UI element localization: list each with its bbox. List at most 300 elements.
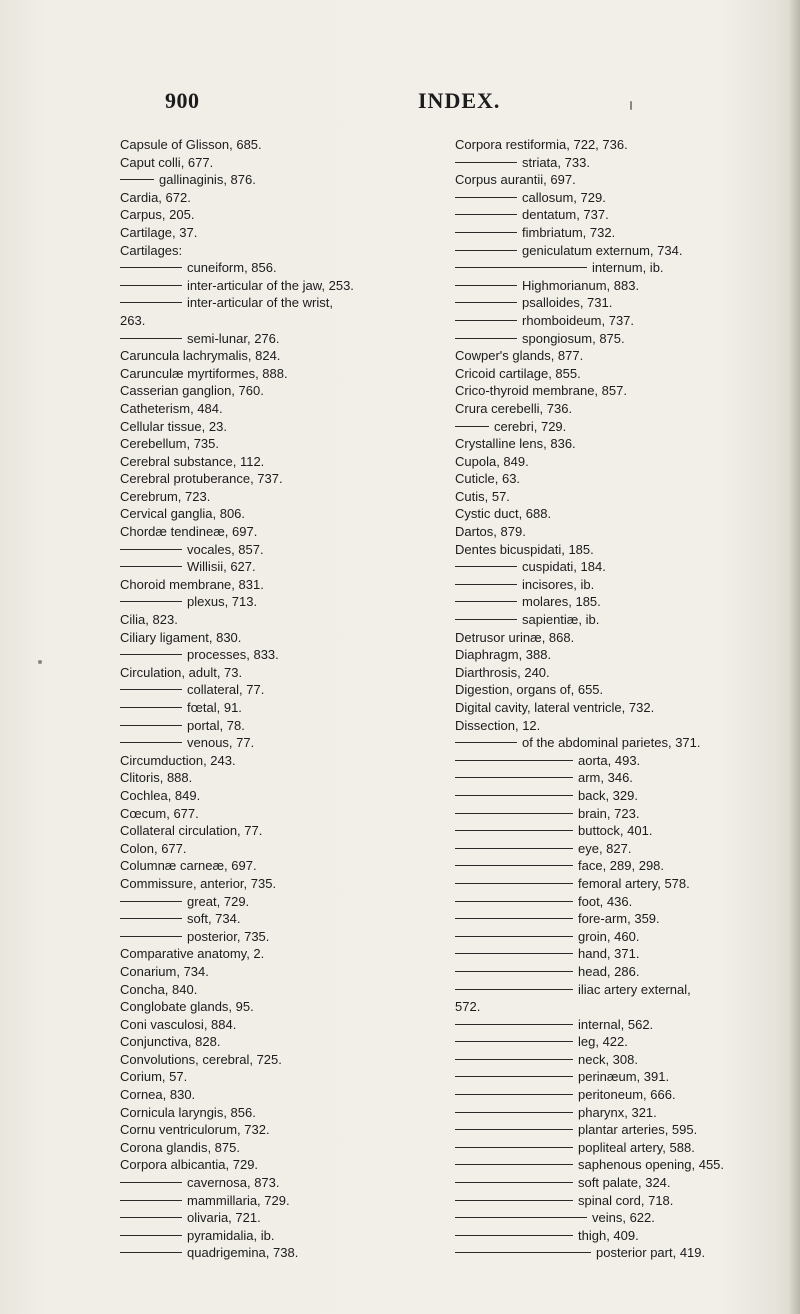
index-entry-text: Circumduction, 243. bbox=[120, 752, 236, 768]
index-entry-text: fimbriatum, 732. bbox=[522, 224, 616, 240]
index-entry-text: Corpora restiformia, 722, 736. bbox=[455, 137, 628, 152]
index-entry-text: Digital cavity, lateral ventricle, 732. bbox=[455, 700, 655, 715]
index-entry bbox=[455, 576, 795, 594]
index-entry bbox=[120, 752, 440, 770]
index-entry-text: Digestion, organs of, 655. bbox=[455, 682, 604, 698]
index-entry-text: Cuticle, 63. bbox=[455, 471, 521, 487]
ditto-dash bbox=[120, 1235, 182, 1236]
page-header bbox=[0, 88, 800, 118]
index-entry-text: Ciliary ligament, 830. bbox=[120, 629, 242, 645]
index-entry bbox=[455, 769, 795, 787]
index-entry-text: dentatum, 737. bbox=[522, 207, 609, 223]
index-entry bbox=[455, 611, 795, 629]
index-entry bbox=[120, 1174, 440, 1192]
index-entry bbox=[120, 998, 440, 1016]
index-entry-text: Cochlea, 849. bbox=[120, 787, 201, 803]
index-entry-text: cuspidati, 184. bbox=[522, 559, 606, 575]
index-entry bbox=[120, 1156, 440, 1174]
ditto-dash bbox=[120, 936, 182, 937]
index-entry-text: Cartilages: bbox=[120, 242, 183, 258]
index-entry bbox=[455, 1051, 795, 1069]
index-entry bbox=[455, 1227, 795, 1245]
ditto-dash bbox=[455, 1041, 573, 1042]
index-entry bbox=[120, 717, 440, 735]
index-entry-text: Cerebellum, 735. bbox=[120, 436, 219, 452]
index-entry-text: Crura cerebelli, 736. bbox=[455, 400, 573, 416]
index-entry-text: mammillaria, 729. bbox=[187, 1192, 290, 1208]
ditto-dash bbox=[455, 901, 573, 902]
index-entry bbox=[120, 910, 440, 928]
index-entry-text: brain, 723. bbox=[578, 805, 640, 821]
index-entry-text: plantar arteries, 595. bbox=[578, 1122, 698, 1138]
index-entry bbox=[455, 242, 795, 260]
index-entry-text: peritoneum, 666. bbox=[578, 1087, 676, 1103]
index-entry bbox=[120, 488, 440, 506]
ditto-dash bbox=[455, 162, 517, 163]
index-entry bbox=[455, 1104, 795, 1122]
ditto-dash bbox=[455, 865, 573, 866]
ditto-dash bbox=[455, 760, 573, 761]
index-entry bbox=[120, 523, 440, 541]
ditto-dash bbox=[455, 1200, 573, 1201]
index-entry bbox=[120, 206, 440, 224]
index-entry bbox=[455, 418, 795, 436]
index-entry-text: olivaria, 721. bbox=[187, 1210, 261, 1226]
index-entry-text: Cornea, 830. bbox=[120, 1087, 196, 1103]
ditto-dash bbox=[455, 338, 517, 339]
index-entry bbox=[455, 330, 795, 348]
index-entry bbox=[120, 787, 440, 805]
index-entry-text: saphenous opening, 455. bbox=[578, 1157, 725, 1173]
index-entry-text: Conglobate glands, 95. bbox=[120, 999, 254, 1015]
index-entry bbox=[455, 857, 795, 875]
index-entry-text: Collateral circulation, 77. bbox=[120, 823, 263, 839]
ditto-dash bbox=[455, 1252, 591, 1253]
index-entry-text: Crico-thyroid membrane, 857. bbox=[455, 383, 627, 399]
index-entry-text: Cowper's glands, 877. bbox=[455, 348, 584, 364]
ditto-dash bbox=[455, 1024, 573, 1025]
index-entry-text: incisores, ib. bbox=[522, 576, 595, 592]
index-entry bbox=[455, 1121, 795, 1139]
index-entry bbox=[120, 857, 440, 875]
index-entry-text: groin, 460. bbox=[578, 928, 640, 944]
index-entry-text: Cellular tissue, 23. bbox=[120, 418, 227, 434]
index-entry-text: Dentes bicuspidati, 185. bbox=[455, 541, 594, 557]
index-entry bbox=[455, 717, 795, 735]
index-entry-text: pharynx, 321. bbox=[578, 1104, 657, 1120]
index-entry-text: fore-arm, 359. bbox=[578, 911, 660, 927]
index-entry bbox=[120, 769, 440, 787]
index-entry bbox=[120, 330, 440, 348]
index-column-right bbox=[455, 136, 795, 1262]
index-entry bbox=[455, 347, 795, 365]
index-entry bbox=[455, 963, 795, 981]
index-entry bbox=[455, 365, 795, 383]
index-entry bbox=[120, 171, 440, 189]
index-entry-text: Circulation, adult, 73. bbox=[120, 664, 243, 680]
ditto-dash bbox=[455, 426, 489, 427]
index-entry-text: cerebri, 729. bbox=[494, 418, 567, 434]
index-entry-text: Cartilage, 37. bbox=[120, 224, 198, 240]
index-entry-text: Clitoris, 888. bbox=[120, 770, 193, 786]
index-entry bbox=[120, 382, 440, 400]
index-entry bbox=[120, 435, 440, 453]
index-entry bbox=[455, 629, 795, 647]
index-entry bbox=[120, 875, 440, 893]
ditto-dash bbox=[455, 848, 573, 849]
index-entry-text: face, 289, 298. bbox=[578, 858, 665, 874]
ditto-dash bbox=[455, 1094, 573, 1095]
index-entry-text: Commissure, anterior, 735. bbox=[120, 875, 277, 891]
index-entry-text: spinal cord, 718. bbox=[578, 1192, 674, 1208]
index-entry-text: geniculatum externum, 734. bbox=[522, 242, 683, 258]
index-entry-text: Cricoid cartilage, 855. bbox=[455, 365, 581, 381]
index-entry bbox=[455, 1016, 795, 1034]
ditto-dash bbox=[455, 795, 573, 796]
index-entry bbox=[120, 1192, 440, 1210]
index-entry-text: neck, 308. bbox=[578, 1051, 638, 1067]
index-entry bbox=[455, 681, 795, 699]
ditto-dash bbox=[455, 250, 517, 251]
ditto-dash bbox=[455, 1129, 573, 1130]
index-entry bbox=[120, 1139, 440, 1157]
index-entry-text: Corona glandis, 875. bbox=[120, 1139, 240, 1155]
index-entry-text: spongiosum, 875. bbox=[522, 330, 625, 346]
index-entry bbox=[120, 294, 440, 312]
index-entry-text: foot, 436. bbox=[578, 893, 633, 909]
index-entry bbox=[455, 1068, 795, 1086]
index-entry-text: Casserian ganglion, 760. bbox=[120, 383, 264, 399]
ditto-dash bbox=[455, 777, 573, 778]
index-entry bbox=[455, 910, 795, 928]
index-entry-text: veins, 622. bbox=[592, 1210, 655, 1226]
index-entry-text: 572. bbox=[455, 999, 481, 1015]
ditto-dash bbox=[120, 901, 182, 902]
index-entry bbox=[120, 1121, 440, 1139]
index-entry-text: Chordæ tendineæ, 697. bbox=[120, 524, 258, 540]
index-entry bbox=[455, 945, 795, 963]
index-entry-text: Crystalline lens, 836. bbox=[455, 436, 576, 452]
index-entry-text: vocales, 857. bbox=[187, 541, 264, 557]
index-entry bbox=[455, 400, 795, 418]
index-entry bbox=[120, 981, 440, 999]
index-entry-text: Cornicula laryngis, 856. bbox=[120, 1104, 256, 1120]
index-entry bbox=[455, 1192, 795, 1210]
ditto-dash bbox=[455, 214, 517, 215]
ditto-dash bbox=[455, 953, 573, 954]
index-entry-text: Carpus, 205. bbox=[120, 207, 195, 223]
ditto-dash bbox=[120, 338, 182, 339]
index-entry bbox=[120, 277, 440, 295]
ditto-dash bbox=[455, 1059, 573, 1060]
ditto-dash bbox=[455, 883, 573, 884]
index-entry-text: Corpora albicantia, 729. bbox=[120, 1157, 259, 1173]
index-entry-text: processes, 833. bbox=[187, 647, 279, 663]
index-entry-text: semi-lunar, 276. bbox=[187, 330, 280, 346]
index-entry bbox=[120, 1227, 440, 1245]
index-entry-text: Convolutions, cerebral, 725. bbox=[120, 1051, 282, 1067]
index-entry bbox=[120, 1051, 440, 1069]
paper-speck bbox=[630, 101, 632, 110]
index-entry-text: Cilia, 823. bbox=[120, 612, 178, 628]
ditto-dash bbox=[455, 918, 573, 919]
index-entry-text: Cœcum, 677. bbox=[120, 805, 199, 821]
index-entry-text: Corium, 57. bbox=[120, 1069, 188, 1085]
index-entry bbox=[455, 1139, 795, 1157]
index-entry-text: Columnæ carneæ, 697. bbox=[120, 858, 257, 874]
index-entry bbox=[120, 541, 440, 559]
index-entry bbox=[455, 646, 795, 664]
index-entry bbox=[455, 312, 795, 330]
ditto-dash bbox=[455, 584, 517, 585]
index-entry-text: striata, 733. bbox=[522, 154, 590, 170]
index-entry bbox=[455, 541, 795, 559]
ditto-dash bbox=[120, 918, 182, 919]
index-entry bbox=[120, 822, 440, 840]
index-entry bbox=[120, 945, 440, 963]
index-entry bbox=[455, 558, 795, 576]
index-entry bbox=[455, 277, 795, 295]
index-entry-text: Concha, 840. bbox=[120, 981, 198, 997]
index-entry-text: collateral, 77. bbox=[187, 682, 265, 698]
index-entry bbox=[120, 154, 440, 172]
ditto-dash bbox=[120, 285, 182, 286]
index-entry-text: Corpus aurantii, 697. bbox=[455, 172, 576, 188]
index-entry bbox=[120, 189, 440, 207]
index-entry bbox=[120, 1033, 440, 1051]
index-entry-text: Cardia, 672. bbox=[120, 189, 191, 205]
ditto-dash bbox=[455, 1164, 573, 1165]
index-column-left bbox=[120, 136, 440, 1262]
index-entry bbox=[120, 646, 440, 664]
index-entry-text: cuneiform, 856. bbox=[187, 260, 277, 276]
index-entry-text: internal, 562. bbox=[578, 1016, 654, 1032]
index-entry-text: back, 329. bbox=[578, 787, 638, 803]
index-entry-text: Colon, 677. bbox=[120, 840, 187, 856]
ditto-dash bbox=[455, 232, 517, 233]
index-entry bbox=[120, 259, 440, 277]
index-entry bbox=[120, 593, 440, 611]
index-entry-text: Cerebrum, 723. bbox=[120, 488, 211, 504]
index-entry-text: quadrigemina, 738. bbox=[187, 1245, 299, 1261]
index-entry bbox=[120, 136, 440, 154]
index-entry bbox=[455, 136, 795, 154]
ditto-dash bbox=[455, 1235, 573, 1236]
index-entry-text: callosum, 729. bbox=[522, 189, 606, 205]
index-entry-text: Caruncula lachrymalis, 824. bbox=[120, 348, 281, 364]
ditto-dash bbox=[455, 1076, 573, 1077]
ditto-dash bbox=[120, 302, 182, 303]
index-entry-continuation bbox=[120, 312, 440, 330]
index-entry-text: arm, 346. bbox=[578, 770, 633, 786]
ditto-dash bbox=[455, 742, 517, 743]
index-entry bbox=[455, 1033, 795, 1051]
index-entry bbox=[120, 840, 440, 858]
index-entry-text: fœtal, 91. bbox=[187, 700, 242, 715]
index-entry-text: great, 729. bbox=[187, 893, 250, 909]
index-entry-text: posterior part, 419. bbox=[596, 1245, 706, 1261]
index-entry bbox=[120, 470, 440, 488]
index-entry bbox=[455, 699, 795, 717]
index-entry-text: of the abdominal parietes, 371. bbox=[522, 735, 701, 751]
index-entry bbox=[455, 805, 795, 823]
index-entry bbox=[120, 242, 440, 260]
index-entry bbox=[455, 505, 795, 523]
index-entry bbox=[120, 1068, 440, 1086]
ditto-dash bbox=[455, 566, 517, 567]
ditto-dash bbox=[120, 742, 182, 743]
index-entry-text: popliteal artery, 588. bbox=[578, 1139, 695, 1155]
index-entry-text: psalloides, 731. bbox=[522, 295, 613, 311]
index-entry bbox=[455, 435, 795, 453]
index-entry-text: iliac artery external, bbox=[578, 981, 691, 997]
index-entry-text: Dartos, 879. bbox=[455, 524, 526, 540]
index-entry bbox=[455, 294, 795, 312]
index-entry-text: buttock, 401. bbox=[578, 823, 653, 839]
ditto-dash bbox=[455, 197, 517, 198]
index-entry bbox=[455, 488, 795, 506]
index-entry-text: inter-articular of the wrist, bbox=[187, 295, 333, 311]
index-entry bbox=[120, 681, 440, 699]
index-entry bbox=[455, 664, 795, 682]
index-entry-text: Highmorianum, 883. bbox=[522, 277, 640, 293]
index-entry-text: cavernosa, 873. bbox=[187, 1175, 280, 1191]
index-entry bbox=[455, 224, 795, 242]
index-entry bbox=[120, 734, 440, 752]
ditto-dash bbox=[120, 1182, 182, 1183]
index-entry bbox=[455, 928, 795, 946]
index-entry bbox=[455, 1086, 795, 1104]
ditto-dash bbox=[120, 1200, 182, 1201]
index-entry-text: Caput colli, 677. bbox=[120, 154, 214, 170]
index-entry-text: Cerebral protuberance, 737. bbox=[120, 471, 283, 487]
index-entry-text: posterior, 735. bbox=[187, 928, 270, 944]
index-entry bbox=[455, 154, 795, 172]
index-entry-text: inter-articular of the jaw, 253. bbox=[187, 277, 354, 293]
index-entry bbox=[120, 505, 440, 523]
index-entry bbox=[455, 382, 795, 400]
index-entry-text: Conarium, 734. bbox=[120, 963, 209, 979]
paper-speck bbox=[38, 660, 42, 664]
index-entry-text: portal, 78. bbox=[187, 717, 245, 733]
index-entry bbox=[455, 875, 795, 893]
ditto-dash bbox=[120, 689, 182, 690]
index-entry bbox=[455, 1244, 795, 1262]
index-entry-text: Conjunctiva, 828. bbox=[120, 1034, 221, 1050]
index-entry-text: hand, 371. bbox=[578, 946, 640, 962]
index-entry bbox=[120, 664, 440, 682]
index-entry-text: Diaphragm, 388. bbox=[455, 647, 552, 663]
index-entry bbox=[455, 171, 795, 189]
ditto-dash bbox=[120, 549, 182, 550]
index-entry bbox=[455, 206, 795, 224]
ditto-dash bbox=[120, 179, 154, 180]
index-entry-text: 263. bbox=[120, 312, 146, 328]
index-entry-text: soft, 734. bbox=[187, 911, 241, 927]
index-entry bbox=[120, 347, 440, 365]
ditto-dash bbox=[455, 1217, 587, 1218]
ditto-dash bbox=[120, 725, 182, 726]
index-entry-text: Capsule of Glisson, 685. bbox=[120, 137, 262, 152]
index-entry bbox=[455, 734, 795, 752]
ditto-dash bbox=[120, 267, 182, 268]
index-entry-text: Cornu ventriculorum, 732. bbox=[120, 1122, 270, 1138]
ditto-dash bbox=[455, 830, 573, 831]
index-entry-text: head, 286. bbox=[578, 963, 640, 979]
index-entry bbox=[455, 893, 795, 911]
index-entry-text: eye, 827. bbox=[578, 840, 632, 856]
index-entry bbox=[120, 418, 440, 436]
ditto-dash bbox=[455, 1182, 573, 1183]
index-entry bbox=[455, 453, 795, 471]
index-entry-text: Coni vasculosi, 884. bbox=[120, 1016, 237, 1032]
index-entry bbox=[120, 928, 440, 946]
index-entry bbox=[455, 981, 795, 999]
index-entry-text: Diarthrosis, 240. bbox=[455, 664, 550, 680]
ditto-dash bbox=[455, 619, 517, 620]
ditto-dash bbox=[455, 267, 587, 268]
index-entry-text: gallinaginis, 876. bbox=[159, 172, 256, 188]
index-entry bbox=[455, 523, 795, 541]
index-entry bbox=[120, 453, 440, 471]
ditto-dash bbox=[120, 1217, 182, 1218]
index-entry bbox=[455, 189, 795, 207]
index-entry bbox=[455, 1174, 795, 1192]
index-entry-text: Cystic duct, 688. bbox=[455, 506, 552, 522]
index-entry bbox=[120, 611, 440, 629]
ditto-dash bbox=[455, 601, 517, 602]
ditto-dash bbox=[120, 566, 182, 567]
running-head: INDEX. bbox=[418, 88, 501, 113]
index-entry bbox=[120, 224, 440, 242]
ditto-dash bbox=[455, 989, 573, 990]
index-entry-text: plexus, 713. bbox=[187, 594, 258, 610]
index-entry bbox=[120, 1209, 440, 1227]
index-entry bbox=[120, 629, 440, 647]
index-entry-text: internum, ib. bbox=[592, 260, 664, 276]
index-entry-text: Cerebral substance, 112. bbox=[120, 453, 265, 469]
index-entry-text: aorta, 493. bbox=[578, 752, 641, 768]
ditto-dash bbox=[120, 601, 182, 602]
index-entry-text: pyramidalia, ib. bbox=[187, 1227, 275, 1243]
index-entry-text: Catheterism, 484. bbox=[120, 400, 223, 416]
index-entry bbox=[455, 822, 795, 840]
index-entry bbox=[120, 1104, 440, 1122]
index-entry bbox=[120, 1016, 440, 1034]
index-entry bbox=[120, 365, 440, 383]
index-entry-text: Comparative anatomy, 2. bbox=[120, 946, 265, 962]
index-entry-text: perinæum, 391. bbox=[578, 1069, 670, 1085]
index-entry bbox=[120, 805, 440, 823]
index-entry-continuation bbox=[455, 998, 795, 1016]
ditto-dash bbox=[120, 707, 182, 708]
ditto-dash bbox=[455, 936, 573, 937]
index-entry-text: thigh, 409. bbox=[578, 1227, 639, 1243]
ditto-dash bbox=[455, 1147, 573, 1148]
index-entry bbox=[120, 1244, 440, 1262]
index-entry-text: Willisii, 627. bbox=[187, 559, 256, 575]
index-entry-text: leg, 422. bbox=[578, 1034, 628, 1050]
index-entry bbox=[120, 558, 440, 576]
ditto-dash bbox=[455, 302, 517, 303]
index-entry-text: venous, 77. bbox=[187, 735, 255, 751]
page-number: 900 bbox=[165, 88, 200, 113]
index-entry bbox=[120, 699, 440, 717]
ditto-dash bbox=[455, 320, 517, 321]
ditto-dash bbox=[120, 654, 182, 655]
index-entry-text: Detrusor urinæ, 868. bbox=[455, 629, 575, 645]
index-entry bbox=[455, 1209, 795, 1227]
